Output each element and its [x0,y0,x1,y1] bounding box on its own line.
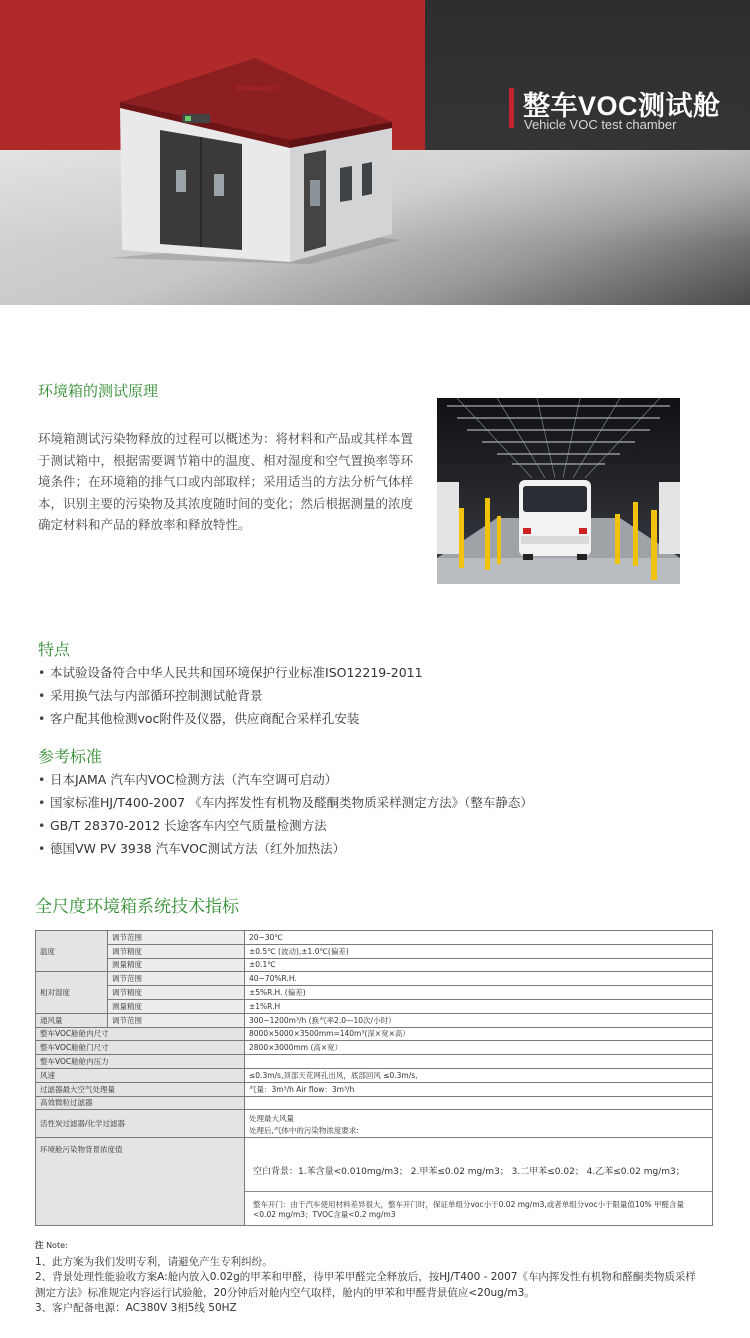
list-item: • 国家标准HJ/T400-2007 《车内挥发性有机物及醛酮类物质采样测定方法》（整车静态） [38,795,533,810]
bg-car-value: 整车开门：由于汽车使用材料差异很大，整车开门时，保证单组分voc小于0.02 mg/m3,或者单组分voc小于限量值10% 甲醛含量<0.02 mg/m3；TVOC含量<0.2 mg/m3 [253,1200,684,1220]
hero-subtitle: Vehicle VOC test chamber [524,117,677,132]
table-row: 整车VOC舱舱内压力 [36,1055,713,1069]
list-item: • 本试验设备符合中华人民共和国环境保护行业标准ISO12219-2011 [38,665,423,680]
note-item: 2、背景处理性能验收方案A:舱内放入0.02g的甲苯和甲醛，待甲苯甲醛完全释放后，按HJ/T400 - 2007《车内挥发性有机物和醛酮类物质采样 [35,1271,696,1283]
principle-text: 环境箱测试污染物释放的过程可以概述为：将材料和产品或其样本置于测试箱中，根据需要调节箱中的温度、相对湿度和空气置换率等环境条件；在环境箱的排气口或内部取样；采用适当的方法分析气体样本，识别主要的污染物及其浓度随时间的变化；然后根据测量的浓度确定材料和产品的释放率和释放特性。 [38,431,414,532]
note-item: 3、客户配备电源：AC380V 3相5线 50HZ [35,1302,237,1314]
title-accent-bar [509,88,514,128]
features-list [38,661,423,730]
note-item: 1、此方案为我们发明专利，请避免产生专利纠纷。 [35,1255,273,1268]
notes-section [35,1238,725,1317]
list-item: • 采用换气法与内部循环控制测试舱背景 [38,688,263,703]
list-item: • GB/T 28370-2012 长途客车内空气质量检测方法 [38,818,327,833]
table-row: 整车VOC舱舱门尺寸 2800×3000mm (高×宽） [36,1041,713,1055]
standards-heading: 参考标准 [38,747,103,766]
table-row: 活性炭过滤器/化学过滤器 处理最大风量 处理后,气体中的污染物浓度要求: [36,1110,713,1138]
table-row: 温度 调节范围 20~30℃ [36,931,713,945]
list-item: • 日本JAMA 汽车内VOC检测方法（汽车空调可启动） [38,772,338,787]
hero-title: 整车VOC测试舱 [523,91,721,121]
chamber-logo: Simpleway舒美 [236,85,281,92]
spec-table-wrap [35,930,712,1230]
list-item: • 德国VW PV 3938 汽车VOC测试方法（红外加热法） [38,841,346,856]
table-row: 环境舱污染物背景浓度值 空白背景：1.苯含量<0.010mg/m3； 2.甲苯≤0.02 mg/m3； 3.二甲苯≤0.02； 4.乙苯≤0.02 mg/m3； 整车开门：由于汽车使用材料差异很大，整车开门时，保证单组分voc小于0.02 mg/m3,或者单组分voc小于限量值10% 甲醛含量<0.02 mg/m3；TVOC含量<0.2 mg/m3 [36,1138,713,1226]
principle-heading: 环境箱的测试原理 [38,382,159,400]
notes-title: 注 Note: [35,1241,68,1251]
table-row: 高效微粒过滤器 [36,1096,713,1110]
list-item: • 客户配其他检测voc附件及仪器，供应商配合采样孔安装 [38,711,360,726]
table-row: 测量精度 ±0.1℃ [36,958,713,972]
bg-empty-value: 空白背景：1.苯含量<0.010mg/m3； 2.甲苯≤0.02 mg/m3； 3.二甲苯≤0.02； 4.乙苯≤0.02 mg/m3； [245,1152,712,1192]
standards-list [38,768,533,860]
features-heading: 特点 [38,640,71,659]
table-row: 测量精度 ±1%R.H [36,999,713,1013]
table-row: 相对湿度 调节范围 40~70%R.H. [36,972,713,986]
note-item: 测定方法》标准规定内容运行试验舱，20分钟后对舱内空气取样，舱内的甲苯和甲醛背景值应<20ug/m3。 [35,1286,535,1299]
spec-table [35,930,713,1226]
table-row: 过滤器最大空气处理量 气量：3m³/h Air flow：3m³/h [36,1082,713,1096]
table-row: 调节精度 ±5%R.H. (偏差) [36,986,713,1000]
chamber-illustration [110,50,400,265]
table-row: 风速 ≤0.3m/s,顶部天花网孔出风，底部回风 ≤0.3m/s, [36,1068,713,1082]
table-row: 调节精度 ±0.5℃ (波动),±1.0℃(偏差) [36,944,713,958]
spec-heading: 全尺度环境箱系统技术指标 [35,897,239,917]
hero-banner [0,0,750,305]
bus-test-photo [437,398,680,584]
table-row: 通风量 调节范围 300~1200m³/h (换气率2.0—10次/小时） [36,1013,713,1027]
table-row: 整车VOC舱舱内尺寸 8000×5000×3500mm=140m³(深×宽×高） [36,1027,713,1041]
